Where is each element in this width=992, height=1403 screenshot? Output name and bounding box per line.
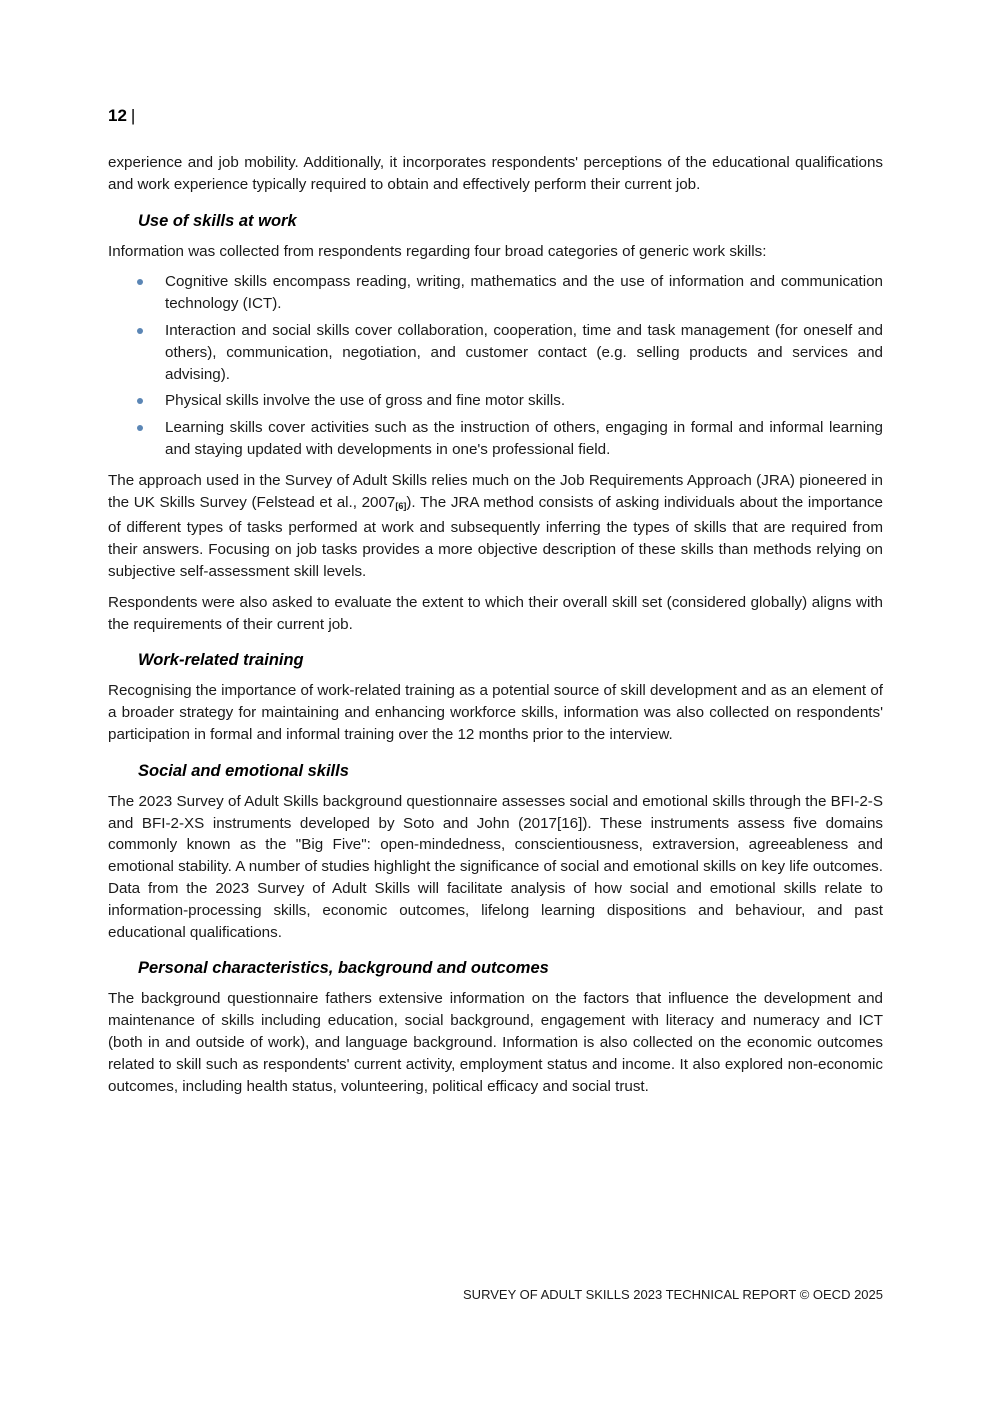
list-item <box>108 390 883 412</box>
citation-reference-link[interactable]: [6] <box>395 500 407 511</box>
jra-paragraph <box>108 470 883 583</box>
bullet-icon <box>137 398 143 404</box>
skills-intro-paragraph: Information was collected from respondents regarding four broad categories of generic work skills: <box>108 242 767 260</box>
page-number <box>108 106 135 126</box>
training-paragraph: Recognising the importance of work-related training as a potential source of skill development and as an element of a broader strategy for maintaining and enhancing workforce skills, information was also collected on respondents' participation in formal and informal training over the 12 months prior to the interview. <box>108 682 883 743</box>
heading-social-emotional-skills: Social and emotional skills <box>138 761 349 780</box>
heading-use-of-skills: Use of skills at work <box>138 211 297 230</box>
heading-work-related-training: Work-related training <box>138 651 304 670</box>
page-number-value: 12 <box>108 106 127 125</box>
intro-paragraph: experience and job mobility. Additionally, it incorporates respondents' perceptions of the educational qualifications and work experience typically required to obtain and effectively perform their current job. <box>108 154 883 193</box>
list-item-text: Cognitive skills encompass reading, writing, mathematics and the use of information and communication technology (ICT). <box>165 273 883 313</box>
heading-personal-characteristics: Personal characteristics, background and outcomes <box>138 959 549 978</box>
page-footer: SURVEY OF ADULT SKILLS 2023 TECHNICAL REPORT © OECD 2025 <box>463 1287 883 1302</box>
jra-text-after-ref: ). The JRA method consists of asking individuals about the importance of different types of tasks performed at work and subsequently inferring the types of skills that are required from their answers. Focusing on job tasks provides a more objective description of these skills than methods relying on subjective self-assessment skill levels. <box>108 493 883 580</box>
list-item-text: Learning skills cover activities such as the instruction of others, engaging in formal and informal learning and staying updated with developments in one's professional field. <box>165 419 883 458</box>
list-item <box>108 320 883 385</box>
alignment-paragraph: Respondents were also asked to evaluate the extent to which their overall skill set (considered globally) aligns with the requirements of their current job. <box>108 593 883 633</box>
document-body <box>108 152 883 1106</box>
list-item-text: Physical skills involve the use of gross and fine motor skills. <box>165 392 566 410</box>
social-emotional-paragraph: The 2023 Survey of Adult Skills background questionnaire assesses social and emotional skills through the BFI-2-S and BFI-2-XS instruments developed by Soto and John (2017[16]). These instruments assess five domains commonly known as the "Big Five": open-mindedness, conscientiousness, extraversion, agreeableness and emotional stability. A number of studies highlight the significance of social and emotional skills on key life outcomes. Data from the 2023 Survey of Adult Skills will facilitate analysis of how social and emotional skills relate to information-processing skills, economic outcomes, lifelong learning dispositions and behaviour, and past educational qualifications. <box>108 792 883 941</box>
bullet-icon <box>137 425 143 431</box>
list-item-text: Interaction and social skills cover collaboration, cooperation, time and task management (for oneself and others), communication, negotiation, and customer contact (e.g. selling products and services and advising). <box>165 321 883 383</box>
personal-paragraph: The background questionnaire fathers extensive information on the factors that influence the development and maintenance of skills including education, social background, engagement with literacy and numeracy and ICT (both in and outside of work), and language background. Information is also collected on the economic outcomes related to skill such as respondents' current activity, employment status and income. It also explored non-economic outcomes, including health status, volunteering, political efficacy and social trust. <box>108 990 883 1095</box>
skills-bullet-list <box>108 271 883 460</box>
list-item <box>108 271 883 315</box>
jra-text-before-ref: The approach used in the Survey of Adult Skills relies much on the Job Requirements Approach (JRA) pioneered in the UK Skills Survey (Felstead et al., 2007 <box>108 471 883 511</box>
list-item <box>108 417 883 461</box>
page-number-separator: | <box>130 106 136 125</box>
bullet-icon <box>137 279 143 285</box>
bullet-icon <box>137 328 143 334</box>
